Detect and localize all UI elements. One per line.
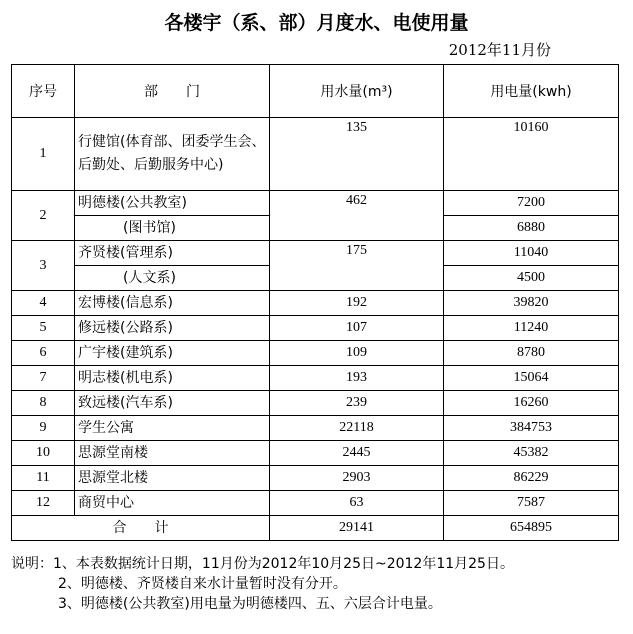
row-water: 175 <box>270 241 444 291</box>
row-water: 193 <box>270 366 444 391</box>
row-seq: 3 <box>12 241 75 291</box>
row-dept: 行健馆(体育部、团委学生会、后勤处、后勤服务中心) <box>75 118 270 191</box>
table-row <box>12 441 619 466</box>
table-row <box>12 291 619 316</box>
row-water: 109 <box>270 341 444 366</box>
header-row <box>12 65 619 118</box>
row-elec: 7587 <box>444 491 619 516</box>
table-row <box>12 341 619 366</box>
table-row <box>12 118 619 191</box>
row-dept: 思源堂北楼 <box>75 466 270 491</box>
page-title: 各楼宇（系、部）月度水、电使用量 <box>164 12 469 34</box>
row-elec: 11240 <box>444 316 619 341</box>
row-water: 107 <box>270 316 444 341</box>
row-seq: 5 <box>12 316 75 341</box>
total-label: 合 计 <box>12 516 270 541</box>
row-water: 135 <box>270 118 444 191</box>
row-seq: 7 <box>12 366 75 391</box>
table-row <box>12 241 619 266</box>
row-dept: 学生公寓 <box>75 416 270 441</box>
table-row <box>12 466 619 491</box>
row-water: 22118 <box>270 416 444 441</box>
row-elec: 7200 <box>444 191 619 216</box>
header-elec: 用电量(kwh) <box>444 65 619 118</box>
row-dept: 修远楼(公路系) <box>75 316 270 341</box>
table-row <box>12 191 619 216</box>
report-period: 2012年11月份 <box>448 41 551 59</box>
header-seq: 序号 <box>12 65 75 118</box>
row-elec: 39820 <box>444 291 619 316</box>
table-row <box>12 491 619 516</box>
row-water: 192 <box>270 291 444 316</box>
total-elec: 654895 <box>444 516 619 541</box>
row-seq: 12 <box>12 491 75 516</box>
row-seq: 6 <box>12 341 75 366</box>
row-water: 63 <box>270 491 444 516</box>
row-water: 2903 <box>270 466 444 491</box>
notes <box>11 554 514 614</box>
row-dept: 广宇楼(建筑系) <box>75 341 270 366</box>
row-water: 462 <box>270 191 444 241</box>
table-row <box>12 316 619 341</box>
table-row <box>12 416 619 441</box>
row-water: 239 <box>270 391 444 416</box>
row-elec: 45382 <box>444 441 619 466</box>
row-elec: 15064 <box>444 366 619 391</box>
note-1: 说明：1、本表数据统计日期，11月份为2012年10月25日~2012年11月25日。 <box>11 556 514 572</box>
row-dept: 明德楼(公共教室) <box>75 191 270 216</box>
row-seq: 8 <box>12 391 75 416</box>
row-dept: 致远楼(汽车系) <box>75 391 270 416</box>
row-elec: 16260 <box>444 391 619 416</box>
total-water: 29141 <box>270 516 444 541</box>
row-seq: 1 <box>12 118 75 191</box>
header-dept: 部 门 <box>75 65 270 118</box>
row-seq: 11 <box>12 466 75 491</box>
row-elec: 86229 <box>444 466 619 491</box>
row-seq: 9 <box>12 416 75 441</box>
row-seq: 10 <box>12 441 75 466</box>
row-dept: 齐贤楼(管理系) <box>75 241 270 266</box>
row-seq: 4 <box>12 291 75 316</box>
row-dept: (图书馆) <box>75 216 270 241</box>
header-water: 用水量(m³) <box>270 65 444 118</box>
row-elec: 4500 <box>444 266 619 291</box>
row-elec: 384753 <box>444 416 619 441</box>
row-dept: 明志楼(机电系) <box>75 366 270 391</box>
usage-table <box>11 64 619 541</box>
row-elec: 6880 <box>444 216 619 241</box>
row-elec: 11040 <box>444 241 619 266</box>
row-seq: 2 <box>12 191 75 241</box>
note-3: 3、明德楼(公共教室)用电量为明德楼四、五、六层合计电量。 <box>58 596 442 612</box>
table-row <box>12 366 619 391</box>
row-dept: (人文系) <box>75 266 270 291</box>
row-dept: 宏博楼(信息系) <box>75 291 270 316</box>
table-row <box>12 391 619 416</box>
note-2: 2、明德楼、齐贤楼自来水计量暂时没有分开。 <box>58 576 347 592</box>
row-water: 2445 <box>270 441 444 466</box>
row-elec: 10160 <box>444 118 619 191</box>
row-dept: 商贸中心 <box>75 491 270 516</box>
row-dept: 思源堂南楼 <box>75 441 270 466</box>
row-elec: 8780 <box>444 341 619 366</box>
total-row <box>12 516 619 541</box>
